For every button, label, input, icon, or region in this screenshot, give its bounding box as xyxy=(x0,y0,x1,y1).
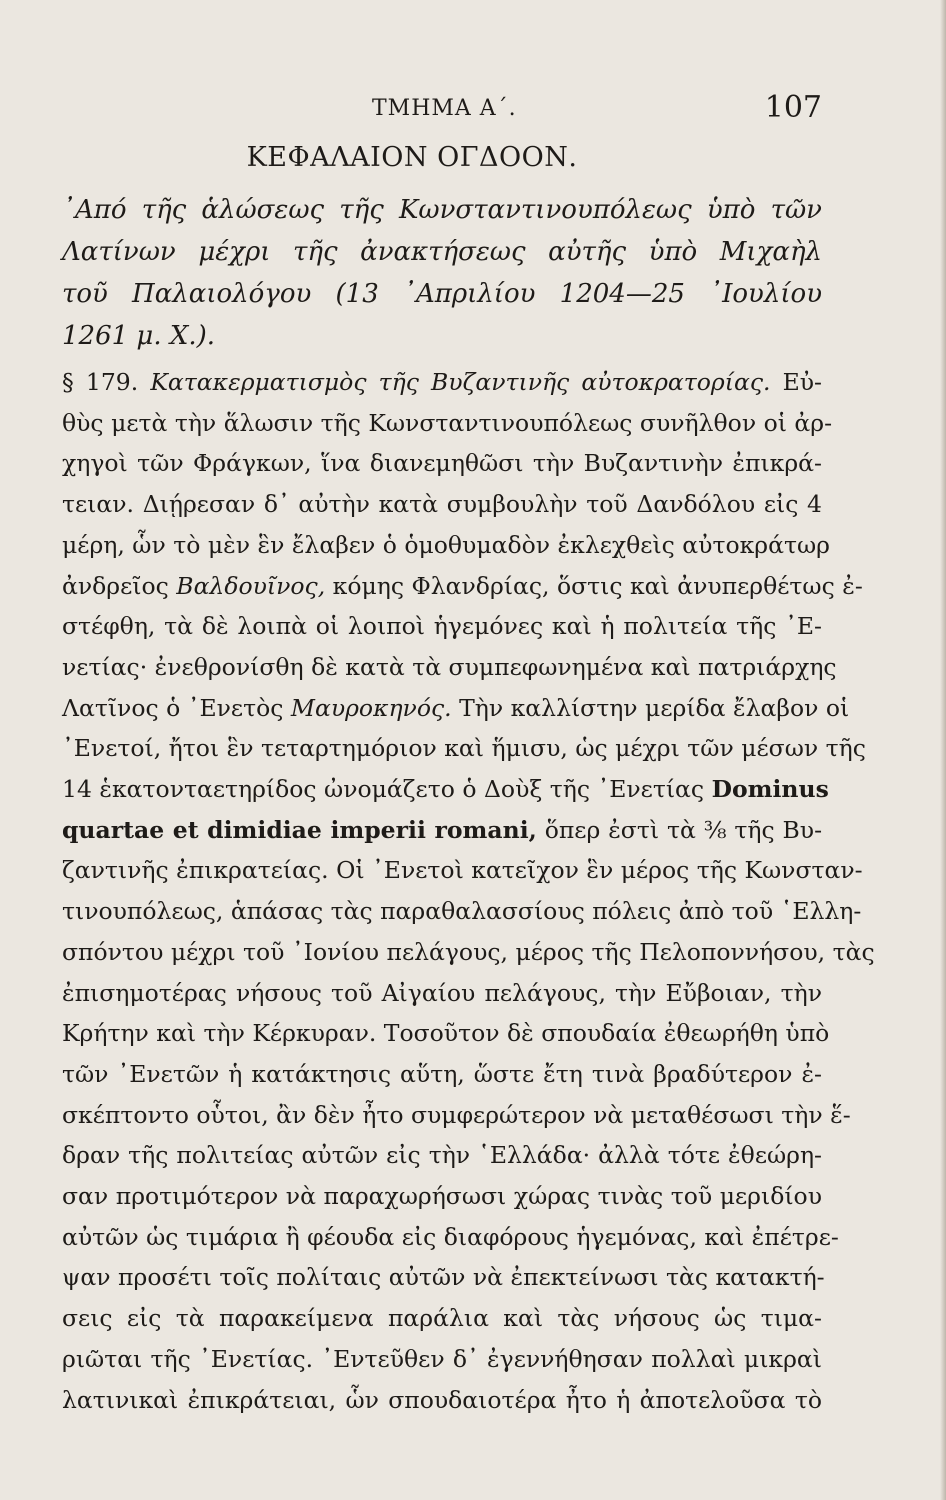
body-line: μέρη, ὧν τὸ μὲν ἓν ἔλαβεν ὁ ὁμοθυμαδὸν ἐκλεχθεὶς αὐτοκράτωρ xyxy=(62,530,830,559)
body-line: σκέπτοντο οὗτοι, ἂν δὲν ἦτο συμφερώτερον νὰ μεταθέσωσι τὴν ἕ- xyxy=(62,1100,851,1129)
chapter-title: ΚΕΦΑΛΑΙΟΝ ΟΓΔΟΟΝ. xyxy=(246,142,578,173)
body-line: χηγοὶ τῶν Φράγκων, ἵνα διανεμηθῶσι τὴν Βυζαντινὴν ἐπικρά- xyxy=(62,449,822,478)
body-line: σαν προτιμότερον νὰ παραχωρήσωσι χώρας τινὰς τοῦ μεριδίου xyxy=(62,1182,822,1210)
body-line: § 179. Κατακερματισμὸς τῆς Βυζαντινῆς αὐτοκρατορίας. Εὐ- xyxy=(62,368,822,396)
body-line: ψαν προσέτι τοῖς πολίταις αὐτῶν νὰ ἐπεκτείνωσι τὰς κατακτή- xyxy=(62,1263,825,1292)
body-line: στέφθη, τὰ δὲ λοιπὰ οἱ λοιποὶ ἡγεμόνες καὶ ἡ πολιτεία τῆς ᾿Ε- xyxy=(62,612,822,641)
page-edge-shadow xyxy=(940,0,946,1500)
running-head xyxy=(62,90,822,130)
subtitle-line: 1261 μ. Χ.). xyxy=(62,321,216,351)
page-number: 107 xyxy=(764,90,822,125)
body-line: τῶν ᾿Ενετῶν ἡ κατάκτησις αὕτη, ὥστε ἔτη τινὰ βραδύτερον ἐ- xyxy=(62,1059,822,1088)
body-line: σπόντου μέχρι τοῦ ᾿Ιονίου πελάγους, μέρος τῆς Πελοποννήσου, τὰς xyxy=(62,937,875,966)
subtitle-line: ᾿Από τῆς ἁλώσεως τῆς Κωνσταντινουπόλεως ὑπὸ τῶν xyxy=(62,195,822,225)
subtitle-line: Λατίνων μέχρι τῆς ἀνακτήσεως αὐτῆς ὑπὸ Μιχαὴλ xyxy=(62,237,822,267)
body-line: ζαντινῆς ἐπικρατείας. Οἱ ᾿Ενετοὶ κατεῖχον ἓν μέρος τῆς Κωνσταν- xyxy=(62,856,863,885)
body-line: θὺς μετὰ τὴν ἅλωσιν τῆς Κωνσταντινουπόλεως συνῆλθον οἱ ἀρ- xyxy=(62,408,833,437)
body-line: τειαν. Διῄρεσαν δ᾿ αὐτὴν κατὰ συμβουλὴν τοῦ Δανδόλου εἰς 4 xyxy=(62,490,822,519)
body-line: ἀνδρεῖος Βαλδουῖνος, κόμης Φλανδρίας, ὅστις καὶ ἀνυπερθέτως ἐ- xyxy=(62,571,863,600)
body-line: σεις εἰς τὰ παρακείμενα παράλια καὶ τὰς νήσους ὡς τιμα- xyxy=(62,1304,822,1333)
body-line: ἐπισημοτέρας νήσους τοῦ Αἰγαίου πελάγους, τὴν Εὔβοιαν, τὴν xyxy=(62,978,822,1007)
running-title: ΤΜΗΜΑ Α΄. xyxy=(372,96,517,121)
body-line: λατινικαὶ ἐπικράτειαι, ὧν σπουδαιοτέρα ἦτο ἡ ἀποτελοῦσα τὸ xyxy=(62,1385,822,1414)
body-line: νετίας· ἐνεθρονίσθη δὲ κατὰ τὰ συμπεφωνημένα καὶ πατριάρχης xyxy=(62,652,837,681)
body-line: Λατῖνος ὁ ᾿Ενετὸς Μαυροκηνός. Τὴν καλλίστην μερίδα ἔλαβον οἱ xyxy=(62,693,850,722)
body-line: Κρήτην καὶ τὴν Κέρκυραν. Τοσοῦτον δὲ σπουδαία ἐθεωρήθη ὑπὸ xyxy=(62,1019,830,1048)
body-line: quartae et dimidiae imperii romani, ὅπερ ἐστὶ τὰ ⅜ τῆς Βυ- xyxy=(62,815,823,844)
body-line: δραν τῆς πολιτείας αὐτῶν εἰς τὴν ῾Ελλάδα· ἀλλὰ τότε ἐθεώρη- xyxy=(62,1141,822,1170)
body-line: ριῶται τῆς ᾿Ενετίας. ᾿Εντεῦθεν δ᾿ ἐγεννήθησαν πολλαὶ μικραὶ xyxy=(62,1344,822,1373)
body-line: τινουπόλεως, ἁπάσας τὰς παραθαλασσίους πόλεις ἀπὸ τοῦ ῾Ελλη- xyxy=(62,897,862,926)
body-line: αὐτῶν ὡς τιμάρια ἢ φέουδα εἰς διαφόρους ἡγεμόνας, καὶ ἐπέτρε- xyxy=(62,1222,839,1251)
body-line: 14 ἑκατονταετηρίδος ὠνομάζετο ὁ Δοὺξ τῆς ᾿Ενετίας Dominus xyxy=(62,775,829,803)
body-line: ᾿Ενετοί, ἤτοι ἓν τεταρτημόριον καὶ ἥμισυ, ὡς μέχρι τῶν μέσων τῆς xyxy=(62,734,866,763)
subtitle-line: τοῦ Παλαιολόγου (13 ᾿Απριλίου 1204—25 ᾿Ιουλίου xyxy=(62,279,822,309)
